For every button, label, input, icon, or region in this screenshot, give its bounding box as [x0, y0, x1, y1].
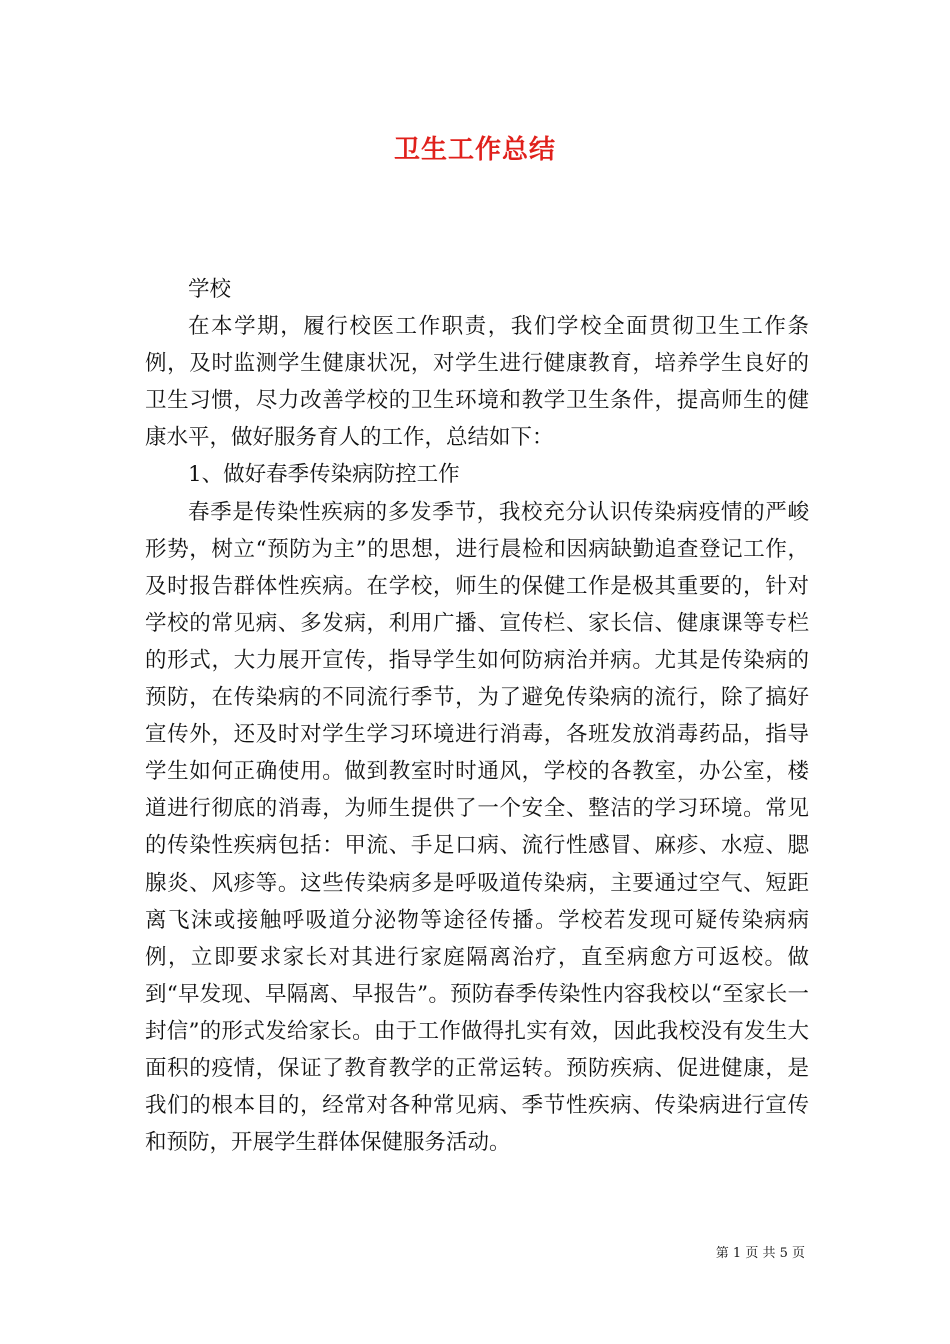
document-title: 卫生工作总结	[393, 135, 556, 165]
paragraph-section-1: 春季是传染性疾病的多发季节，我校充分认识传染病疫情的严峻形势，树立“预防为主”的思想，进行晨检和因病缺勤追查登记工作，及时报告群体性疾病。在学校，师生的保健工作是极其重要的，针对学校的常见病、多发病，利用广播、宣传栏、家长信、健康课等专栏的形式，大力展开宣传，指导学生如何防病治并病。尤其是传染病的预防，在传染病的不同流行季节，为了避免传染病的流行，除了搞好宣传外，还及时对学生学习环境进行消毒，各班发放消毒药品，指导学生如何正确使用。做到教室时时通风，学校的各教室，办公室，楼道进行彻底的消毒，为师生提供了一个安全、整洁的学习环境。常见的传染性疾病包括：甲流、手足口病、流行性感冒、麻疹、水痘、腮腺炎、风疹等。这些传染病多是呼吸道传染病，主要通过空气、短距离飞沫或接触呼吸道分泌物等途径传播。学校若发现可疑传染病病例，立即要求家长对其进行家庭隔离治疗，直至病愈方可返校。做到“早发现、早隔离、早报告”。预防春季传染性内容我校以“至家长一封信”的形式发给家长。由于工作做得扎实有效，因此我校没有发生大面积的疫情，保证了教育教学的正常运转。预防疾病、促进健康，是我们的根本目的，经常对各种常见病、季节性疾病、传染病进行宣传和预防，开展学生群体保健服务活动。	[145, 499, 809, 1156]
section-heading-1: 1、做好春季传染病防控工作	[188, 462, 460, 488]
page-number-footer: 第 1 页 共 5 页	[715, 1246, 805, 1261]
document-body	[145, 271, 809, 1161]
paragraph-school: 学校	[188, 277, 232, 302]
paragraph-intro: 在本学期，履行校医工作职责，我们学校全面贯彻卫生工作条例，及时监测学生健康状况，对学生进行健康教育，培养学生良好的卫生习惯，尽力改善学校的卫生环境和教学卫生条件，提高师生的健康水平，做好服务育人的工作，总结如下：	[145, 314, 809, 451]
